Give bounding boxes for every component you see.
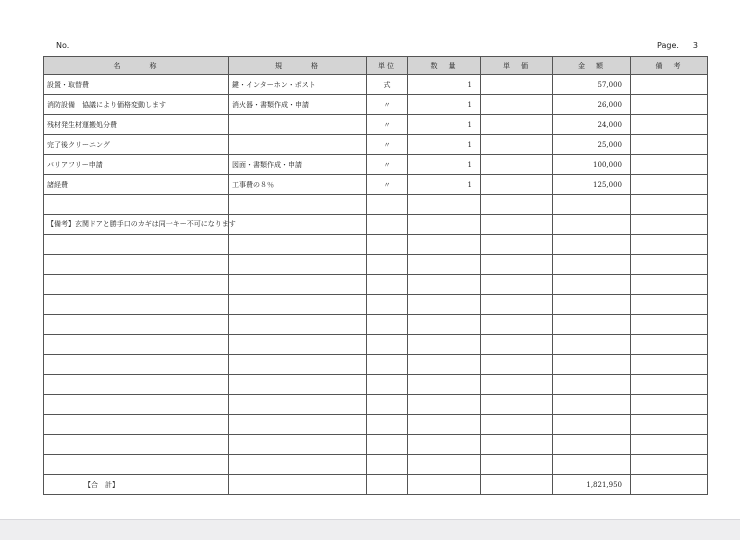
viewer-bottom-bar: [0, 519, 740, 540]
col-header-unit: 単位: [367, 57, 408, 75]
table-row: [44, 175, 708, 195]
empty-row: [44, 355, 708, 375]
item-amount: 100,000: [553, 155, 631, 175]
remark-text: 【備考】玄関ドアと勝手口のカギは同一キー不可になります: [47, 220, 236, 228]
item-note: [631, 135, 708, 155]
item-unit: 〃: [367, 115, 408, 135]
empty-row: [44, 295, 708, 315]
item-unit-price: [481, 115, 553, 135]
page-indicator: [657, 41, 698, 50]
item-unit: 〃: [367, 175, 408, 195]
item-spec: 鍵・インターホン・ポスト: [229, 75, 367, 95]
item-unit-price: [481, 175, 553, 195]
item-unit-price: [481, 135, 553, 155]
item-quantity: 1: [408, 95, 481, 115]
item-quantity: 1: [408, 175, 481, 195]
item-name: 残材発生材運搬処分費: [44, 115, 229, 135]
remark-row: [44, 215, 708, 235]
item-name: 設置・取替費: [44, 75, 229, 95]
empty-row: [44, 375, 708, 395]
item-note: [631, 175, 708, 195]
item-quantity: 1: [408, 135, 481, 155]
table-row: [44, 75, 708, 95]
item-spec: [229, 135, 367, 155]
empty-row: [44, 335, 708, 355]
item-unit: 〃: [367, 155, 408, 175]
remark-cell: [44, 215, 236, 235]
empty-row: [44, 415, 708, 435]
item-unit: 〃: [367, 135, 408, 155]
item-note: [631, 115, 708, 135]
total-row: [44, 475, 708, 495]
empty-row: [44, 235, 708, 255]
col-header-quantity: 数 量: [408, 57, 481, 75]
item-note: [631, 95, 708, 115]
empty-row: [44, 395, 708, 415]
page-number: 3: [692, 41, 699, 50]
item-unit-price: [481, 155, 553, 175]
table-row: [44, 155, 708, 175]
estimate-table: [43, 56, 708, 495]
item-amount: 26,000: [553, 95, 631, 115]
document-number-label: No.: [56, 41, 70, 50]
table-row: [44, 115, 708, 135]
page-label: Page.: [657, 41, 679, 50]
item-spec: 工事費の８％: [229, 175, 367, 195]
item-quantity: 1: [408, 155, 481, 175]
item-name: バリアフリー申請: [44, 155, 229, 175]
empty-row: [44, 315, 708, 335]
total-amount: 1,821,950: [553, 475, 631, 495]
empty-row: [44, 195, 708, 215]
item-name: 消防設備 協議により価格変動します: [44, 95, 229, 115]
col-header-spec: 規 格: [229, 57, 367, 75]
table-header-row: [44, 57, 708, 75]
total-label: 【合 計】: [44, 475, 229, 495]
item-quantity: 1: [408, 115, 481, 135]
item-quantity: 1: [408, 75, 481, 95]
empty-row: [44, 255, 708, 275]
item-amount: 24,000: [553, 115, 631, 135]
item-amount: 25,000: [553, 135, 631, 155]
item-note: [631, 75, 708, 95]
table-row: [44, 95, 708, 115]
col-header-name: 名 称: [44, 57, 229, 75]
col-header-amount: 金 額: [553, 57, 631, 75]
item-unit: 〃: [367, 95, 408, 115]
item-spec: [229, 115, 367, 135]
empty-row: [44, 455, 708, 475]
item-spec: 消火器・書類作成・申請: [229, 95, 367, 115]
table-body: [44, 75, 708, 495]
item-spec: 図面・書類作成・申請: [229, 155, 367, 175]
item-name: 諸経費: [44, 175, 229, 195]
item-amount: 125,000: [553, 175, 631, 195]
col-header-unit-price: 単 価: [481, 57, 553, 75]
item-unit: 式: [367, 75, 408, 95]
item-note: [631, 155, 708, 175]
empty-row: [44, 275, 708, 295]
table-row: [44, 135, 708, 155]
item-name: 完了後クリーニング: [44, 135, 229, 155]
item-unit-price: [481, 75, 553, 95]
item-amount: 57,000: [553, 75, 631, 95]
col-header-notes: 備 考: [631, 57, 708, 75]
item-unit-price: [481, 95, 553, 115]
empty-row: [44, 435, 708, 455]
